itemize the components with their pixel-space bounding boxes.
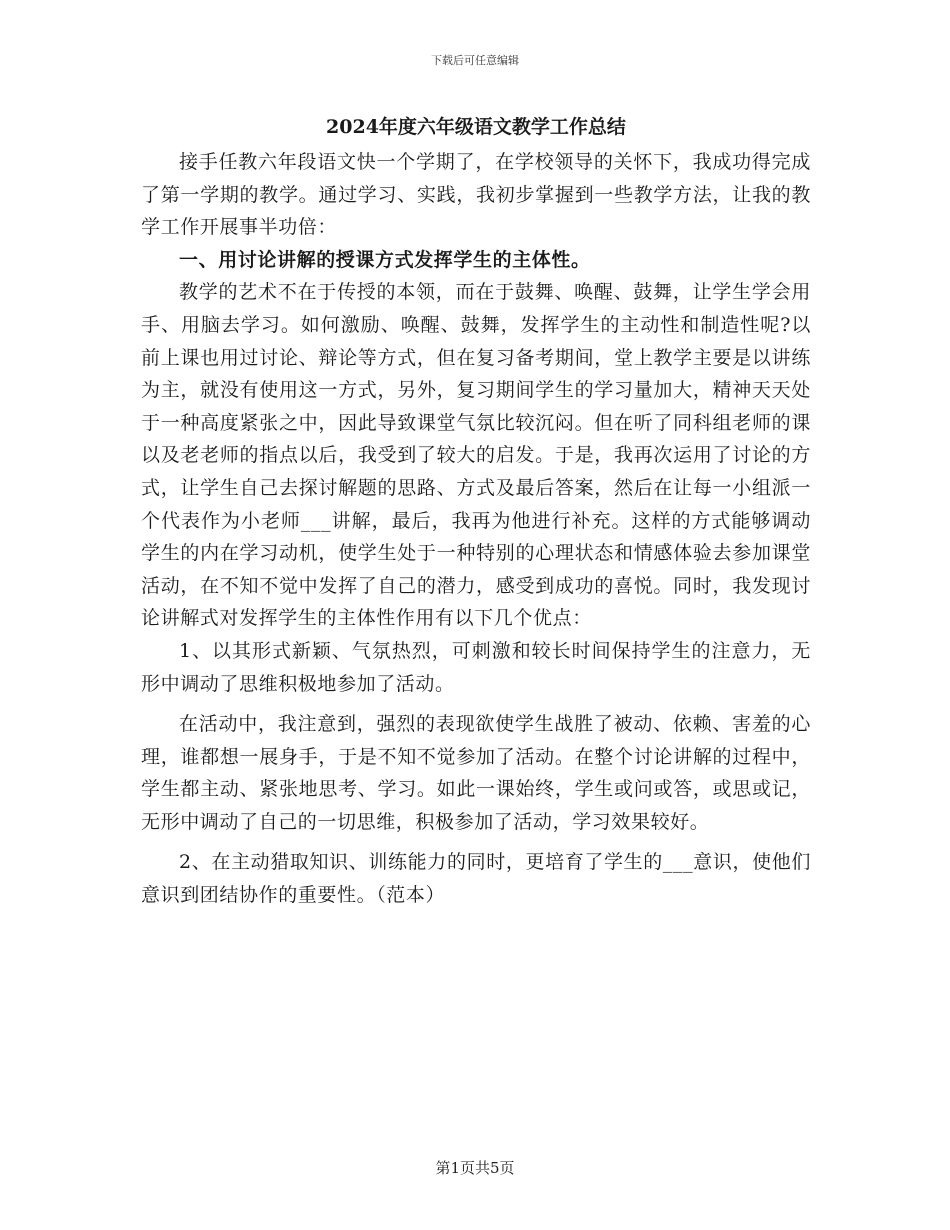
paragraph-point-1: 1、以其形式新颖、气氛热烈，可刺激和较长时间保持学生的注意力，无形中调动了思维积极地参加了活动。 bbox=[141, 639, 811, 695]
paragraph-discussion: 教学的艺术不在于传授的本领，而在于鼓舞、唤醒、鼓舞，让学生学会用手、用脑去学习。如何激励、唤醒、鼓舞，发挥学生的主动性和制造性呢?以前上课也用过讨论、辩论等方式，但在复习备考期间，堂上教学主要是以讲练为主，就没有使用这一方式，另外，复习期间学生的学习量加大，精神天天处于一种高度紧张之中，因此导致课堂气氛比较沉闷。但在听了同科组老师的课以及老老师的指点以后，我受到了较大的启发。于是，我再次运用了讨论的方式，让学生自己去探讨解题的思路、方式及最后答案，然后在让每一小组派一个代表作为小老师___讲解，最后，我再为他进行补充。这样的方式能够调动学生的内在学习动机，使学生处于一种特别的心理状态和情感体验去参加课堂活动，在不知不觉中发挥了自己的潜力，感受到成功的喜悦。同时，我发现讨论讲解式对发挥学生的主体性作用有以下几个优点： bbox=[141, 281, 811, 630]
paragraph-point-2: 2、在主动猎取知识、训练能力的同时，更培育了学生的___意识，使他们意识到团结协作的重要性。（范本） bbox=[141, 851, 811, 907]
document-title: 2024年度六年级语文教学工作总结 bbox=[326, 116, 626, 138]
paragraph-activity: 在活动中，我注意到，强烈的表现欲使学生战胜了被动、依赖、害羞的心理，谁都想一展身手，于是不知不觉参加了活动。在整个讨论讲解的过程中，学生都主动、紧张地思考、学习。如此一课始终，学生或问或答，或思或记，无形中调动了自己的一切思维，积极参加了活动，学习效果较好。 bbox=[141, 713, 811, 833]
page-number: 第1页共5页 bbox=[435, 1159, 515, 1177]
paragraph-intro: 接手任教六年段语文快一个学期了，在学校领导的关怀下，我成功得完成了第一学期的教学。通过学习、实践，我初步掌握到一些教学方法，让我的教学工作开展事半功倍： bbox=[141, 151, 811, 239]
header-note: 下载后可任意编辑 bbox=[431, 54, 519, 67]
section-heading-1: 一、用讨论讲解的授课方式发挥学生的主体性。 bbox=[179, 248, 591, 271]
document-body bbox=[141, 110, 811, 912]
